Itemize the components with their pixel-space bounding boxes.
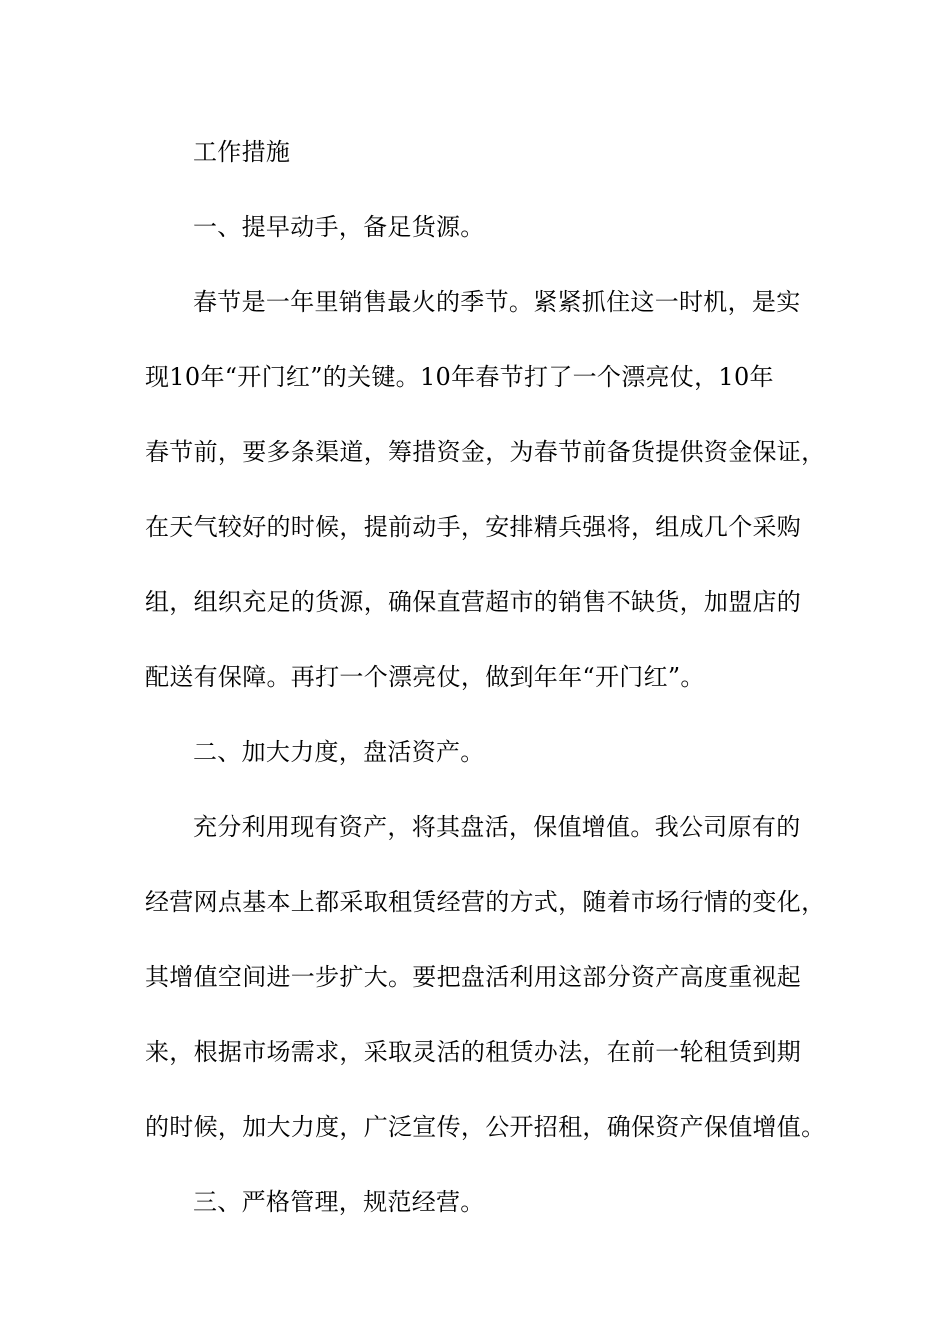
section-heading-1: 一、提早动手，备足货源。: [193, 213, 485, 241]
paragraph-line: 经营网点基本上都采取租赁经营的方式，随着市场行情的变化，: [145, 888, 826, 916]
paragraph-line: 的时候，加大力度，广泛宣传，公开招租，确保资产保值增值。: [145, 1113, 826, 1141]
paragraph-line: 现10年“开门红”的关键。10年春节打了一个漂亮仗，10年: [145, 363, 774, 391]
paragraph-line: 充分利用现有资产，将其盘活，保值增值。我公司原有的: [193, 813, 801, 841]
paragraph-line: 春节前，要多条渠道，筹措资金，为春节前备货提供资金保证，: [145, 438, 826, 466]
paragraph-line: 在天气较好的时候，提前动手，安排精兵强将，组成几个采购: [145, 513, 802, 541]
paragraph-line: 其增值空间进一步扩大。要把盘活利用这部分资产高度重视起: [145, 963, 802, 991]
paragraph-line: 来，根据市场需求，采取灵活的租赁办法，在前一轮租赁到期: [145, 1038, 802, 1066]
paragraph-line: 春节是一年里销售最火的季节。紧紧抓住这一时机，是实: [193, 288, 801, 316]
section-heading-2: 二、加大力度，盘活资产。: [193, 738, 485, 766]
paragraph-line: 组，组织充足的货源，确保直营超市的销售不缺货，加盟店的: [145, 588, 802, 616]
section-heading-work-measures: 工作措施: [193, 138, 291, 166]
section-heading-3: 三、严格管理，规范经营。: [193, 1188, 485, 1216]
paragraph-line: 配送有保障。再打一个漂亮仗，做到年年“开门红”。: [145, 663, 705, 691]
